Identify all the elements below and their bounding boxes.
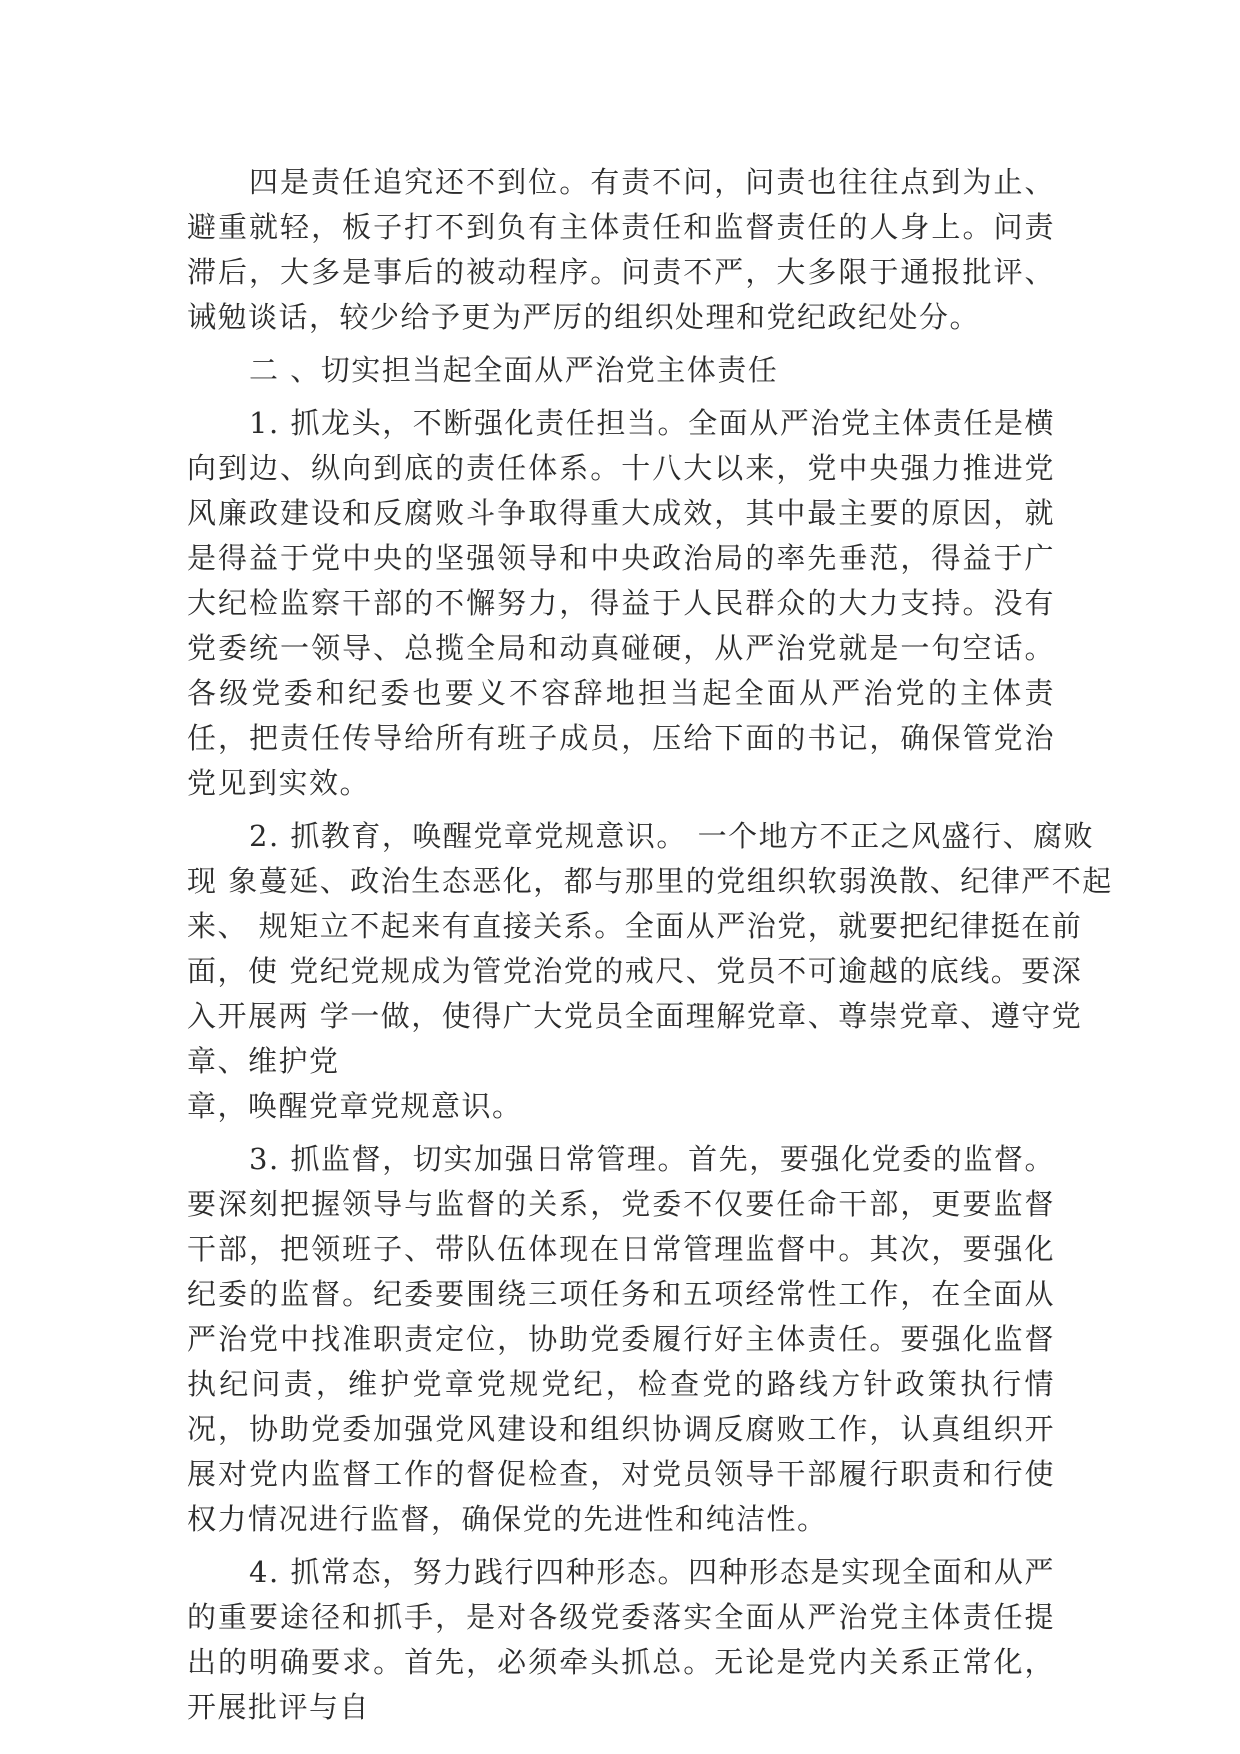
paragraph-accountability: 四是责任追究还不到位。有责不问，问责也往往点到为止、避重就轻，板子打不到负有主体责任和监督责任的人身上。问责滞后，大多是事后的被动程序。问责不严，大多限于通报批评、诫勉谈话，较少给予更为严厉的组织处理和党纪政纪处分。	[187, 165, 1055, 334]
paragraph-education-line: 章、维护党	[187, 1044, 340, 1078]
paragraph-leadership: 1. 抓龙头，不断强化责任担当。全面从严治党主体责任是横向到边、纵向到底的责任体系。十八大以来，党中央强力推进党风廉政建设和反腐败斗争取得重大成效，其中最主要的原因，就是得益于党中央的坚强领导和中央政治局的率先垂范，得益于广大纪检监察干部的不懈努力，得益于人民群众的大力支持。没有党委统一领导、总揽全局和动真碰硬，从严治党就是一句空话。各级党委和纪委也要义不容辞地担当起全面从严治党的主体责任，把责任传导给所有班子成员，压给下面的书记，确保管党治党见到实效。	[187, 406, 1055, 800]
paragraph-four-forms: 4. 抓常态，努力践行四种形态。四种形态是实现全面和从严的重要途径和抓手，是对各级党委落实全面从严治党主体责任提出的明确要求。首先，必须牵头抓总。无论是党内关系正常化，开展批评与自	[187, 1555, 1055, 1724]
paragraph-education-line: 来、 规矩立不起来有直接关系。全面从严治党，就要把纪律挺在前	[187, 909, 1083, 943]
paragraph-education-line: 入开展两 学一做，使得广大党员全面理解党章、尊崇党章、遵守党	[187, 999, 1083, 1033]
section-heading: 二 、切实担当起全面从严治党主体责任	[249, 353, 779, 387]
paragraph-education-line: 面，使 党纪党规成为管党治党的戒尺、党员不可逾越的底线。要深	[187, 954, 1083, 988]
document-body	[187, 160, 1113, 1738]
paragraph-education-line: 章，唤醒党章党规意识。	[187, 1089, 523, 1123]
paragraph-education	[187, 814, 1113, 1129]
paragraph-supervision: 3. 抓监督，切实加强日常管理。首先，要强化党委的监督。要深刻把握领导与监督的关系，党委不仅要任命干部，更要监督干部，把领班子、带队伍体现在日常管理监督中。其次，要强化纪委的监督。纪委要围绕三项任务和五项经常性工作，在全面从严治党中找准职责定位，协助党委履行好主体责任。要强化监督执纪问责，维护党章党规党纪，检查党的路线方针政策执行情况，协助党委加强党风建设和组织协调反腐败工作，认真组织开展对党内监督工作的督促检查，对党员领导干部履行职责和行使权力情况进行监督，确保党的先进性和纯洁性。	[187, 1142, 1055, 1536]
paragraph-education-line: 现 象蔓延、政治生态恶化，都与那里的党组织软弱涣散、纪律严不起	[187, 864, 1113, 898]
paragraph-education-line: 2. 抓教育，唤醒党章党规意识。 一个地方不正之风盛行、腐败	[249, 819, 1095, 853]
